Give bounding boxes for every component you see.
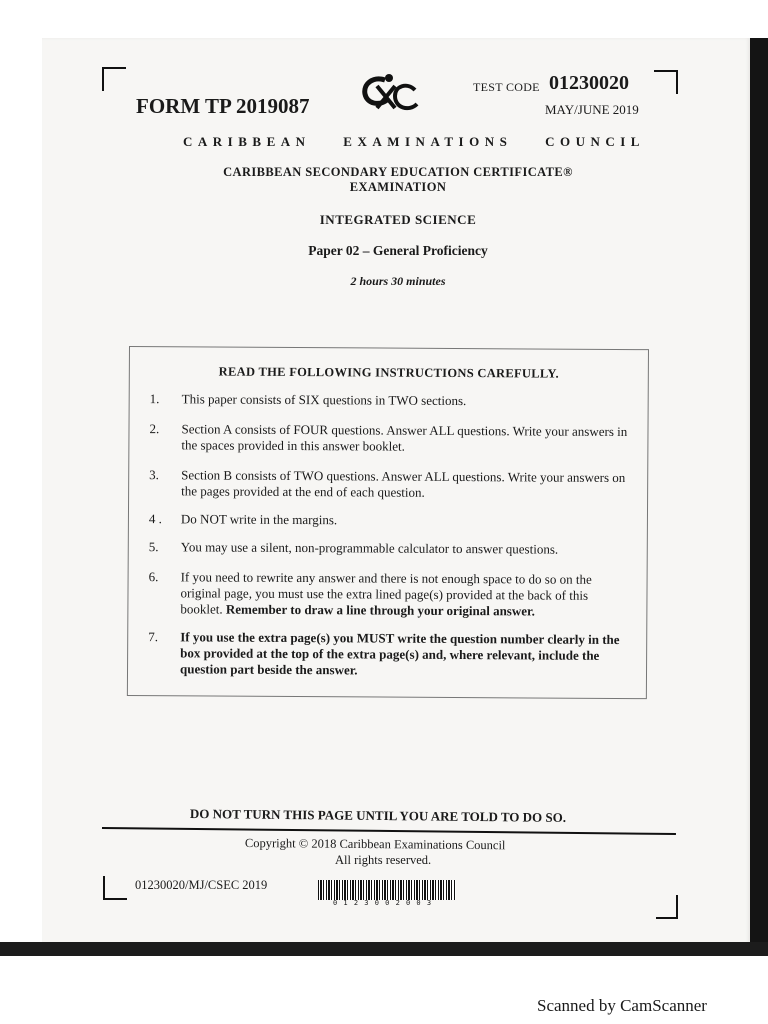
certificate-line-1: CARIBBEAN SECONDARY EDUCATION CERTIFICATE® bbox=[223, 165, 573, 179]
instruction-text-block bbox=[180, 569, 626, 620]
copyright-text: Copyright © 2018 Caribbean Examinations Council bbox=[244, 836, 506, 853]
instruction-number: 6. bbox=[148, 569, 159, 585]
instruction-number: 4 . bbox=[148, 511, 162, 527]
instruction-number: 2. bbox=[149, 421, 160, 437]
cxc-logo bbox=[355, 72, 421, 116]
corner-mark-top-left bbox=[102, 67, 126, 91]
corner-mark-top-right bbox=[654, 70, 678, 94]
instruction-item bbox=[149, 391, 630, 409]
instruction-emphasis: Remember to draw a line through your original answer. bbox=[225, 601, 535, 619]
instruction-text: Section B consists of TWO questions. Answer ALL questions. Write your answers on the pages provided at the end of each question. bbox=[181, 467, 626, 500]
instruction-text: This paper consists of SIX questions in TWO sections. bbox=[181, 391, 467, 409]
instruction-text: Section A consists of FOUR questions. Answer ALL questions. Write your answers in the spaces provided in this answer booklet. bbox=[181, 421, 628, 454]
council-name: CARIBBEAN EXAMINATIONS COUNCIL bbox=[183, 134, 645, 149]
instructions-box bbox=[127, 346, 649, 699]
certificate-line-2: EXAMINATION bbox=[349, 180, 447, 194]
instruction-text: If you need to rewrite any answer and there is not enough space to do so on the original page, you must use the extra lined page(s) provided at the back of this booklet. bbox=[180, 569, 592, 617]
instruction-item bbox=[148, 629, 628, 678]
form-number: FORM TP 2019087 bbox=[136, 94, 310, 118]
instruction-item bbox=[148, 539, 629, 557]
do-not-turn-warning: DO NOT TURN THIS PAGE UNTIL YOU ARE TOLD TO DO SO. bbox=[189, 806, 567, 825]
instruction-text: You may use a silent, non-programmable calculator to answer questions. bbox=[180, 539, 559, 557]
scanner-watermark: Scanned by CamScanner bbox=[537, 996, 707, 1015]
instruction-number: 5. bbox=[148, 539, 159, 555]
instruction-item bbox=[148, 511, 629, 528]
instruction-item bbox=[149, 421, 630, 454]
corner-mark-bottom-right bbox=[656, 895, 678, 919]
scan-edge-bottom bbox=[0, 942, 768, 956]
exam-duration: 2 hours 30 minutes bbox=[350, 274, 446, 288]
instruction-text: Do NOT write in the margins. bbox=[180, 511, 338, 528]
instruction-text-block bbox=[180, 629, 626, 680]
instruction-emphasis: If you use the extra page(s) you MUST write the question number clearly in the box provided at the top of the extra page(s) and, where relevant, include the question part beside the answer. bbox=[179, 629, 620, 678]
instruction-number: 1. bbox=[149, 391, 160, 407]
paper-code: 01230020/MJ/CSEC 2019 bbox=[135, 878, 268, 892]
barcode-digits: 0 1 2 3 0 0 2 0 0 3 bbox=[333, 899, 433, 907]
subject-title: INTEGRATED SCIENCE bbox=[319, 212, 477, 227]
barcode bbox=[318, 880, 456, 900]
test-code: 01230020 bbox=[549, 72, 629, 94]
instruction-number: 3. bbox=[149, 467, 160, 483]
rights-text: All rights reserved. bbox=[335, 853, 432, 867]
instruction-item bbox=[148, 569, 629, 619]
paper-title: Paper 02 – General Proficiency bbox=[308, 243, 488, 258]
instructions-heading: READ THE FOLLOWING INSTRUCTIONS CAREFULLY. bbox=[218, 364, 560, 381]
scan-edge-right bbox=[750, 38, 768, 948]
instruction-item bbox=[149, 467, 629, 500]
instruction-number: 7. bbox=[148, 629, 159, 645]
corner-mark-bottom-left bbox=[103, 876, 127, 900]
exam-session: MAY/JUNE 2019 bbox=[545, 102, 639, 117]
test-code-label: TEST CODE bbox=[473, 80, 540, 94]
